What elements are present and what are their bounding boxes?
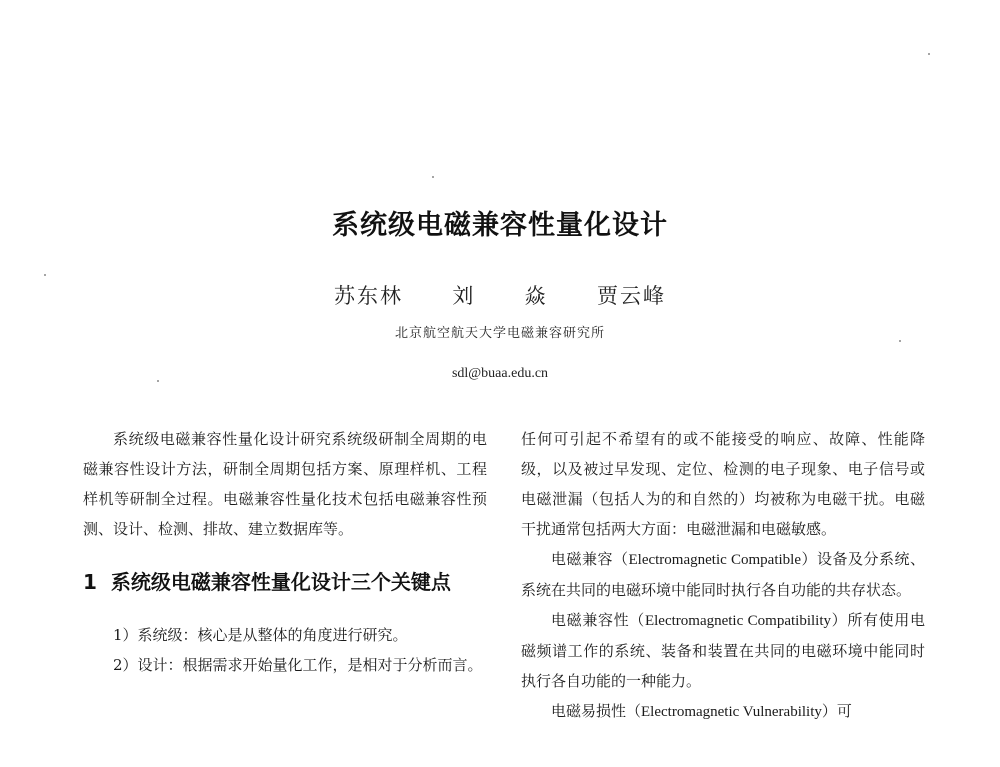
definition-text: ）所有使用电磁频谱工作的系统、装备和装置在共同的电磁环境中能同时执行各自功能的一种能力。 — [521, 611, 925, 690]
term-label: 电磁兼容性（ — [551, 611, 645, 629]
definition-text: ）设备及分系统、系统在共同的电磁环境中能同时执行各自功能的共存状态。 — [521, 550, 925, 599]
section-heading — [83, 564, 487, 600]
author-email: sdl@buaa.edu.cn — [451, 366, 549, 381]
paper-title: 系统级电磁兼容性量化设计 — [332, 210, 668, 241]
section-title: 系统级电磁兼容性量化设计三个关键点 — [110, 570, 451, 594]
body-paragraph: 任何可引起不希望有的或不能接受的响应、故障、性能降级，以及被过早发现、定位、检测的电子现象、电子信号或电磁泄漏（包括人为的和自然的）均被称为电磁干扰。电磁干扰通常包括两大方面：电磁泄漏和电磁敏感。 — [521, 430, 925, 538]
term-english: Electromagnetic Compatible — [628, 552, 802, 568]
term-label: 电磁兼容（ — [551, 550, 629, 568]
term-english: Electromagnetic Vulnerability — [641, 704, 822, 720]
term-label: 电磁易损性（ — [551, 702, 642, 720]
definition-paragraph — [521, 544, 925, 605]
list-item: 1）系统级：核心是从整体的角度进行研究。 — [113, 626, 408, 644]
affiliation: 北京航空航天大学电磁兼容研究所 — [394, 326, 605, 341]
definition-paragraph — [521, 696, 925, 727]
term-english: Electromagnetic Compatibility — [644, 613, 831, 629]
left-column — [83, 424, 487, 680]
abstract-paragraph: 系统级电磁兼容性量化设计研究系统级研制全周期的电磁兼容性设计方法，研制全周期包括方案、原理样机、工程样机等研制全过程。电磁兼容性量化技术包括电磁兼容性预测、设计、检测、排故、建立数据库等。 — [83, 430, 487, 538]
definition-paragraph — [521, 605, 925, 696]
right-column — [521, 424, 925, 727]
scan-speck — [432, 176, 434, 178]
section-number: 1 — [83, 570, 97, 594]
scan-speck — [928, 53, 930, 55]
definition-text: ）可 — [821, 702, 852, 720]
list-item: 2）设计：根据需求开始量化工作，是相对于分析而言。 — [113, 656, 483, 674]
scan-speck — [44, 274, 46, 276]
author-list: 苏东林 刘 焱 贾云峰 — [333, 284, 667, 308]
